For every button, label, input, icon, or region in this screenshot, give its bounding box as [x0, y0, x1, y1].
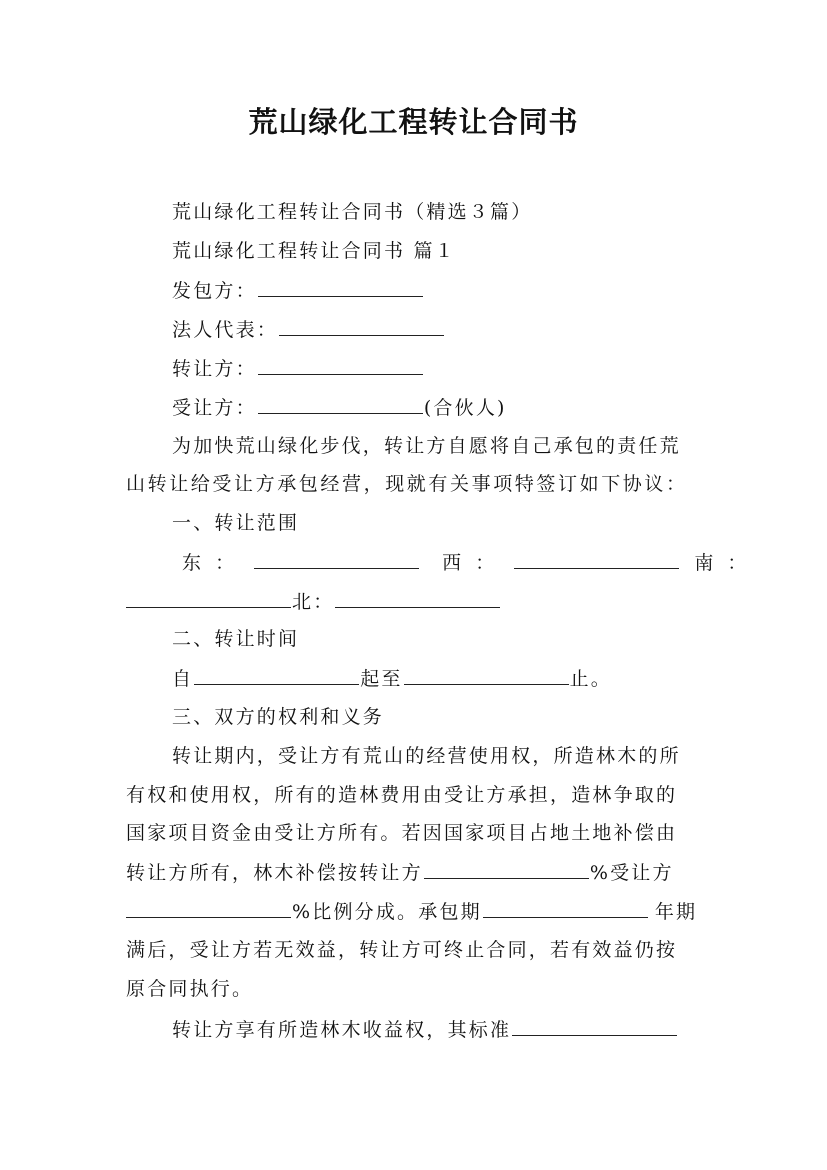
para-line-3: 国家项目资金由受让方所有。若因国家项目占地土地补偿由 [126, 822, 678, 844]
para-line-4 [126, 859, 706, 886]
from-label: 自 [172, 668, 194, 690]
para-line-6: 满后，受让方若无效益，转让方可终止合同，若有效益仍按 [126, 939, 678, 961]
transferee-suffix: (合伙人) [423, 397, 507, 419]
transferor-blank[interactable] [258, 355, 423, 375]
legal-rep-label: 法人代表： [172, 319, 279, 341]
contract-term-blank[interactable] [483, 898, 648, 918]
para-line-1: 转让期内，受让方有荒山的经营使用权，所造林木的所 [172, 745, 681, 767]
end-label: 止。 [569, 668, 613, 690]
until-label: 起至 [360, 668, 403, 690]
para-line-5 [126, 898, 706, 925]
section-2-heading: 二、转让时间 [172, 628, 300, 650]
north-label: 北： [292, 591, 335, 613]
west-label: 西 [442, 552, 462, 574]
term-line [172, 665, 712, 692]
south-colon: ： [727, 552, 747, 574]
contractor-label: 发包方： [172, 280, 257, 302]
end-date-blank[interactable] [404, 665, 569, 685]
west-colon: ： [475, 552, 495, 574]
boundary-line-2 [126, 588, 706, 615]
para-2-text: 转让方享有所造林木收益权，其标准 [172, 1019, 512, 1041]
legal-rep-blank[interactable] [279, 316, 444, 336]
para-line-4-tail: %受让方 [589, 862, 674, 884]
subtitle-part-1: 荒山绿化工程转让合同书 篇１ [172, 240, 456, 262]
intro-line-2: 山转让给受让方承包经营，现就有关事项特签订如下协议： [126, 473, 688, 495]
transferee-line [172, 394, 712, 421]
transferee-share-blank[interactable] [126, 898, 291, 918]
transferee-blank[interactable] [258, 394, 423, 414]
contractor-line [172, 277, 712, 304]
transferee-label: 受让方： [172, 397, 257, 419]
north-blank[interactable] [335, 588, 500, 608]
document-title: 荒山绿化工程转让合同书 [248, 105, 579, 139]
para-line-7: 原合同执行。 [126, 978, 254, 1000]
transferor-share-blank[interactable] [424, 859, 589, 879]
start-date-blank[interactable] [194, 665, 359, 685]
east-blank[interactable] [254, 549, 419, 569]
para-line-5-text: %比例分成。承包期 [292, 901, 482, 923]
para-line-4-text: 转让方所有，林木补偿按转让方 [126, 862, 423, 884]
income-standard-blank[interactable] [512, 1016, 677, 1036]
boundary-line-1 [182, 549, 747, 576]
section-1-heading: 一、转让范围 [172, 512, 300, 534]
east-label: 东 [182, 552, 202, 574]
south-label: 南 [694, 552, 714, 574]
east-colon: ： [215, 552, 235, 574]
legal-rep-line [172, 316, 712, 343]
para-line-5-tail: 年期 [654, 901, 698, 923]
transferor-label: 转让方： [172, 358, 257, 380]
intro-line-1: 为加快荒山绿化步伐，转让方自愿将自己承包的责任荒 [172, 435, 681, 457]
south-blank[interactable] [126, 588, 291, 608]
para-2-line-1 [172, 1016, 712, 1043]
contractor-blank[interactable] [258, 277, 423, 297]
west-blank[interactable] [514, 549, 679, 569]
subtitle-selected: 荒山绿化工程转让合同书（精选３篇） [172, 201, 533, 223]
section-3-heading: 三、双方的权利和义务 [172, 706, 385, 728]
transferor-line [172, 355, 712, 382]
para-line-2: 有权和使用权，所有的造林费用由受让方承担，造林争取的 [126, 784, 678, 806]
